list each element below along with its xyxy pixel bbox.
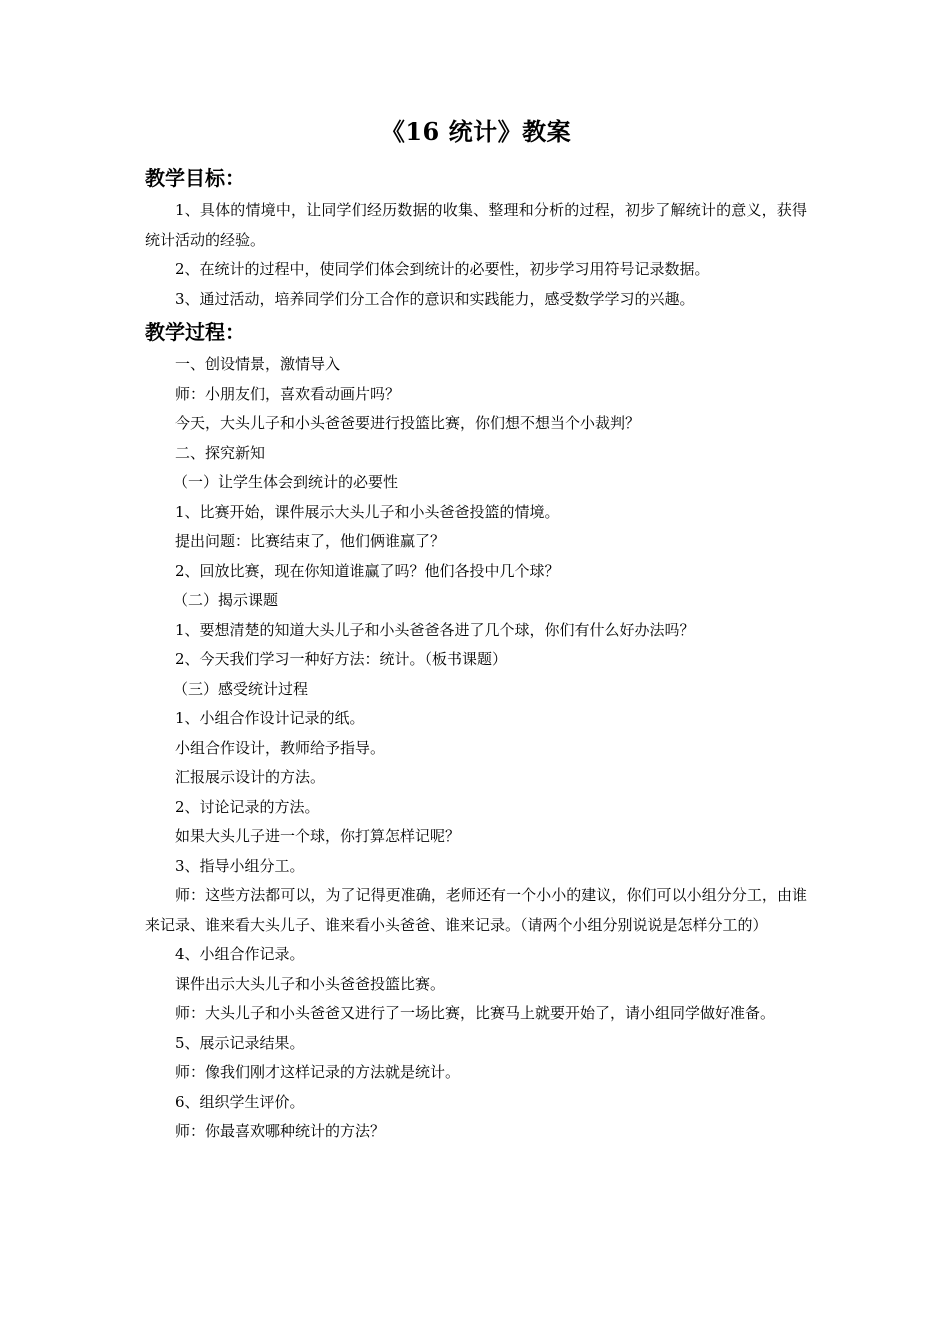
process-line: 师：像我们刚才这样记录的方法就是统计。 — [175, 1063, 461, 1081]
process-line: 今天，大头儿子和小头爸爸要进行投篮比赛，你们想不想当个小裁判？ — [175, 414, 641, 432]
objective-item: 2、在统计的过程中，使同学们体会到统计的必要性，初步学习用符号记录数据。 — [175, 260, 710, 278]
process-line: 师：大头儿子和小头爸爸又进行了一场比赛，比赛马上就要开始了，请小组同学做好准备。 — [175, 1004, 776, 1022]
process-line: 2、讨论记录的方法。 — [175, 797, 320, 816]
process-line: 提出问题：比赛结束了，他们俩谁赢了？ — [175, 532, 446, 550]
process-line: 1、要想清楚的知道大头儿子和小头爸爸各进了几个球，你们有什么好办法吗？ — [175, 620, 695, 639]
process-line: 汇报展示设计的方法。 — [175, 768, 326, 786]
process-line: 6、组织学生评价。 — [175, 1092, 305, 1111]
process-line: 小组合作设计，教师给予指导。 — [175, 738, 386, 757]
process-heading: 教学过程： — [145, 320, 245, 344]
process-line: 5、展示记录结果。 — [175, 1033, 305, 1052]
objectives-heading: 教学目标： — [145, 166, 245, 190]
process-line: 2、回放比赛，现在你知道谁赢了吗？他们各投中几个球？ — [175, 561, 560, 580]
process-line: （三）感受统计过程 — [173, 679, 309, 698]
process-line: 师：小朋友们，喜欢看动画片吗？ — [175, 384, 401, 403]
process-line: 师：这些方法都可以，为了记得更准确，老师还有一个小小的建议，你们可以小组分分工，由谁来记录、谁来看大头儿子、谁来看小头爸爸、谁来记录。（请两个小组分别说说是怎样分工的） — [145, 886, 807, 934]
process-line: 师：你最喜欢哪种统计的方法？ — [175, 1122, 386, 1140]
process-line: 一、创设情景，激情导入 — [175, 355, 341, 373]
objective-item: 3、通过活动，培养同学们分工合作的意识和实践能力，感受数学学习的兴趣。 — [175, 289, 695, 308]
process-line: 2、今天我们学习一种好方法：统计。（板书课题） — [175, 650, 508, 668]
process-line: 3、指导小组分工。 — [175, 856, 305, 875]
document-title: 《16 统计》教案 — [380, 117, 572, 146]
process-line: 4、小组合作记录。 — [175, 945, 305, 963]
process-line: 二、探究新知 — [175, 443, 266, 462]
process-line: 1、比赛开始，课件展示大头儿子和小头爸爸投篮的情境。 — [175, 502, 560, 521]
document-page — [145, 112, 807, 1147]
process-line: 课件出示大头儿子和小头爸爸投篮比赛。 — [175, 974, 446, 993]
objective-item: 1、具体的情境中，让同学们经历数据的收集、整理和分析的过程，初步了解统计的意义，获得统计活动的经验。 — [145, 201, 807, 249]
process-line: （二）揭示课题 — [173, 591, 279, 609]
process-line: 1、小组合作设计记录的纸。 — [175, 709, 365, 727]
process-line: 如果大头儿子进一个球，你打算怎样记呢？ — [175, 827, 461, 845]
process-line: （一）让学生体会到统计的必要性 — [173, 473, 399, 491]
